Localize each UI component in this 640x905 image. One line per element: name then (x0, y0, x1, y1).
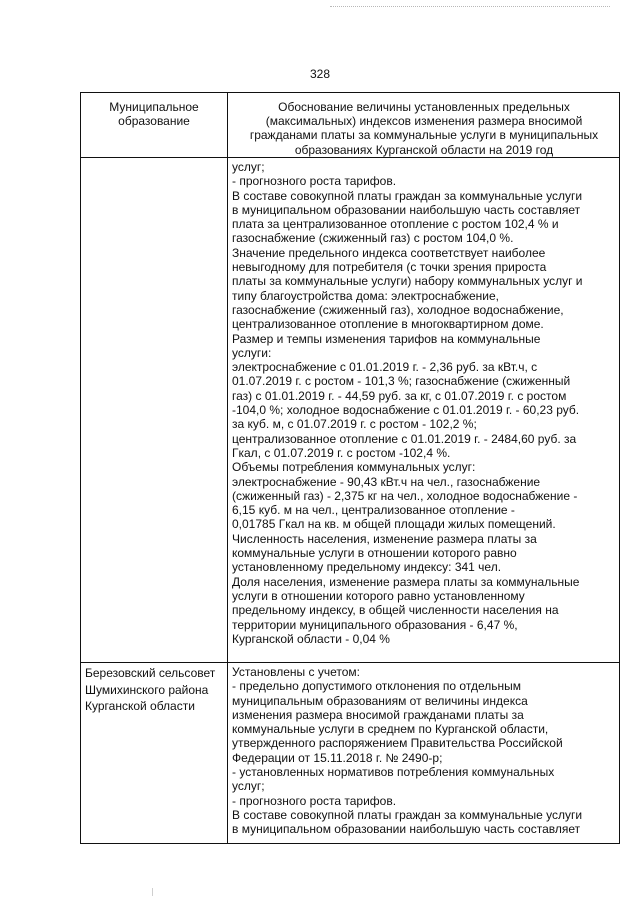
text-line: типу благоустройства дома: электроснабжение, (232, 288, 499, 303)
text-line: Объемы потребления коммунальных услуг: (232, 460, 476, 475)
row2-justification-cell (232, 665, 618, 837)
text-line: услуги: (232, 345, 272, 360)
text-line: изменения размера вносимой гражданами платы за (232, 707, 524, 722)
municipality-name-cell (85, 665, 225, 715)
text-line: плата за централизованное отопление с ростом 102,4 % и (232, 217, 559, 232)
text-line: коммунальные услуги в среднем по Курганской области, (232, 722, 549, 737)
row1-justification-cell (232, 160, 618, 646)
text-line: установленному предельному индексу: 341 чел. (232, 560, 502, 575)
text-line: услуги в отношении которого равно установленному (232, 588, 525, 603)
row-divider (81, 662, 619, 663)
text-line: Установлены с учетом: (232, 665, 360, 679)
text-line: (сжиженный газ) - 2,375 кг на чел., холодное водоснабжение - (232, 488, 578, 503)
text-line: в муниципальном образовании наибольшую часть составляет (232, 202, 581, 217)
text-line: Доля населения, изменение размера платы за коммунальные (232, 574, 580, 589)
text-line: Курганской области - 0,04 % (232, 631, 390, 646)
text-line: 0,01785 Гкал на кв. м общей площади жилых помещений. (232, 517, 556, 532)
municipality-name-line: Курганской области (85, 699, 195, 713)
text-line: - предельно допустимого отклонения по отдельным (232, 679, 521, 694)
text-line: утвержденного распоряжением Правительства Российской (232, 736, 563, 751)
header-justification-cell (231, 100, 617, 157)
header-justification-line: (максимальных) индексов изменения размера вносимой (265, 114, 583, 129)
column-divider (227, 93, 228, 843)
text-line: - установленных нормативов потребления коммунальных (232, 765, 555, 780)
header-row-divider (81, 157, 619, 158)
text-line: - прогнозного роста тарифов. (232, 174, 397, 189)
text-line: услуг; (232, 779, 265, 794)
text-line: 6,15 куб. м на чел., централизованное отопление - (232, 503, 515, 518)
text-line: В составе совокупной платы граждан за коммунальные услуги (232, 807, 583, 822)
text-line: Федерации от 15.11.2018 г. № 2490-р; (232, 750, 443, 765)
text-line: услуг; (232, 160, 265, 174)
text-line: газоснабжение (сжиженный газ), холодное водоснабжение, (232, 302, 564, 317)
text-line: В составе совокупной платы граждан за коммунальные услуги (232, 188, 583, 203)
text-line: Численность населения, изменение размера платы за (232, 531, 537, 546)
text-line: муниципальным образованиям от величины индекса (232, 693, 528, 708)
table-header-row (81, 93, 619, 157)
text-line: газ) с 01.01.2019 г. - 44,59 руб. за кг, с 01.07.2019 г. с ростом (232, 388, 567, 403)
text-line: невыгодному для потребителя (с точки зрения прироста (232, 260, 547, 275)
justification-table (80, 92, 620, 844)
scan-artifact-line (330, 6, 610, 7)
text-line: 01.07.2019 г. с ростом - 101,3 %; газоснабжение (сжиженный (232, 374, 571, 389)
text-line: территории муниципального образования - 6,47 %, (232, 617, 518, 632)
scan-artifact-tick (152, 888, 153, 896)
text-line: электроснабжение - 90,43 кВт.ч на чел., газоснабжение (232, 474, 541, 489)
text-line: централизованное отопление с 01.01.2019 г. - 2484,60 руб. за (232, 431, 577, 446)
header-justification-line: Обоснование величины установленных предельных (278, 100, 570, 114)
text-line: Значение предельного индекса соответствует наиболее (232, 245, 546, 260)
text-line: за куб. м, с 01.07.2019 г. с ростом - 102,2 %; (232, 417, 477, 432)
text-line: - прогнозного роста тарифов. (232, 793, 397, 808)
municipality-name-line: Березовский сельсовет (85, 666, 216, 680)
text-line: предельному индексу, в общей численности населения на (232, 603, 559, 618)
header-justification-line: гражданами платы за коммунальные услуги в муниципальных (249, 128, 599, 143)
text-line: в муниципальном образовании наибольшую часть составляет (232, 822, 581, 837)
text-line: коммунальные услуги в отношении которого равно (232, 546, 517, 561)
text-line: электроснабжение с 01.01.2019 г. - 2,36 руб. за кВт.ч, с (232, 360, 538, 375)
text-line: газоснабжение (сжиженный газ) с ростом 104,0 %. (232, 231, 514, 246)
header-municipality-line: образование (118, 114, 190, 128)
text-line: Гкал, с 01.07.2019 г. с ростом -102,4 %. (232, 445, 451, 460)
text-line: Размер и темпы изменения тарифов на коммунальные (232, 331, 541, 346)
header-municipality-line: Муниципальное (109, 100, 199, 114)
page-number: 328 (309, 67, 331, 81)
header-justification-line: образованиях Курганской области на 2019 год (294, 142, 554, 157)
text-line: -104,0 %; холодное водоснабжение с 01.01.2019 г. - 60,23 руб. (232, 403, 580, 418)
text-line: централизованное отопление в многоквартирном доме. (232, 317, 544, 332)
municipality-name-line: Шумихинского района (85, 682, 209, 697)
header-municipality-cell (85, 100, 223, 128)
text-line: платы за коммунальные услуги) набору коммунальных услуг и (232, 274, 583, 289)
